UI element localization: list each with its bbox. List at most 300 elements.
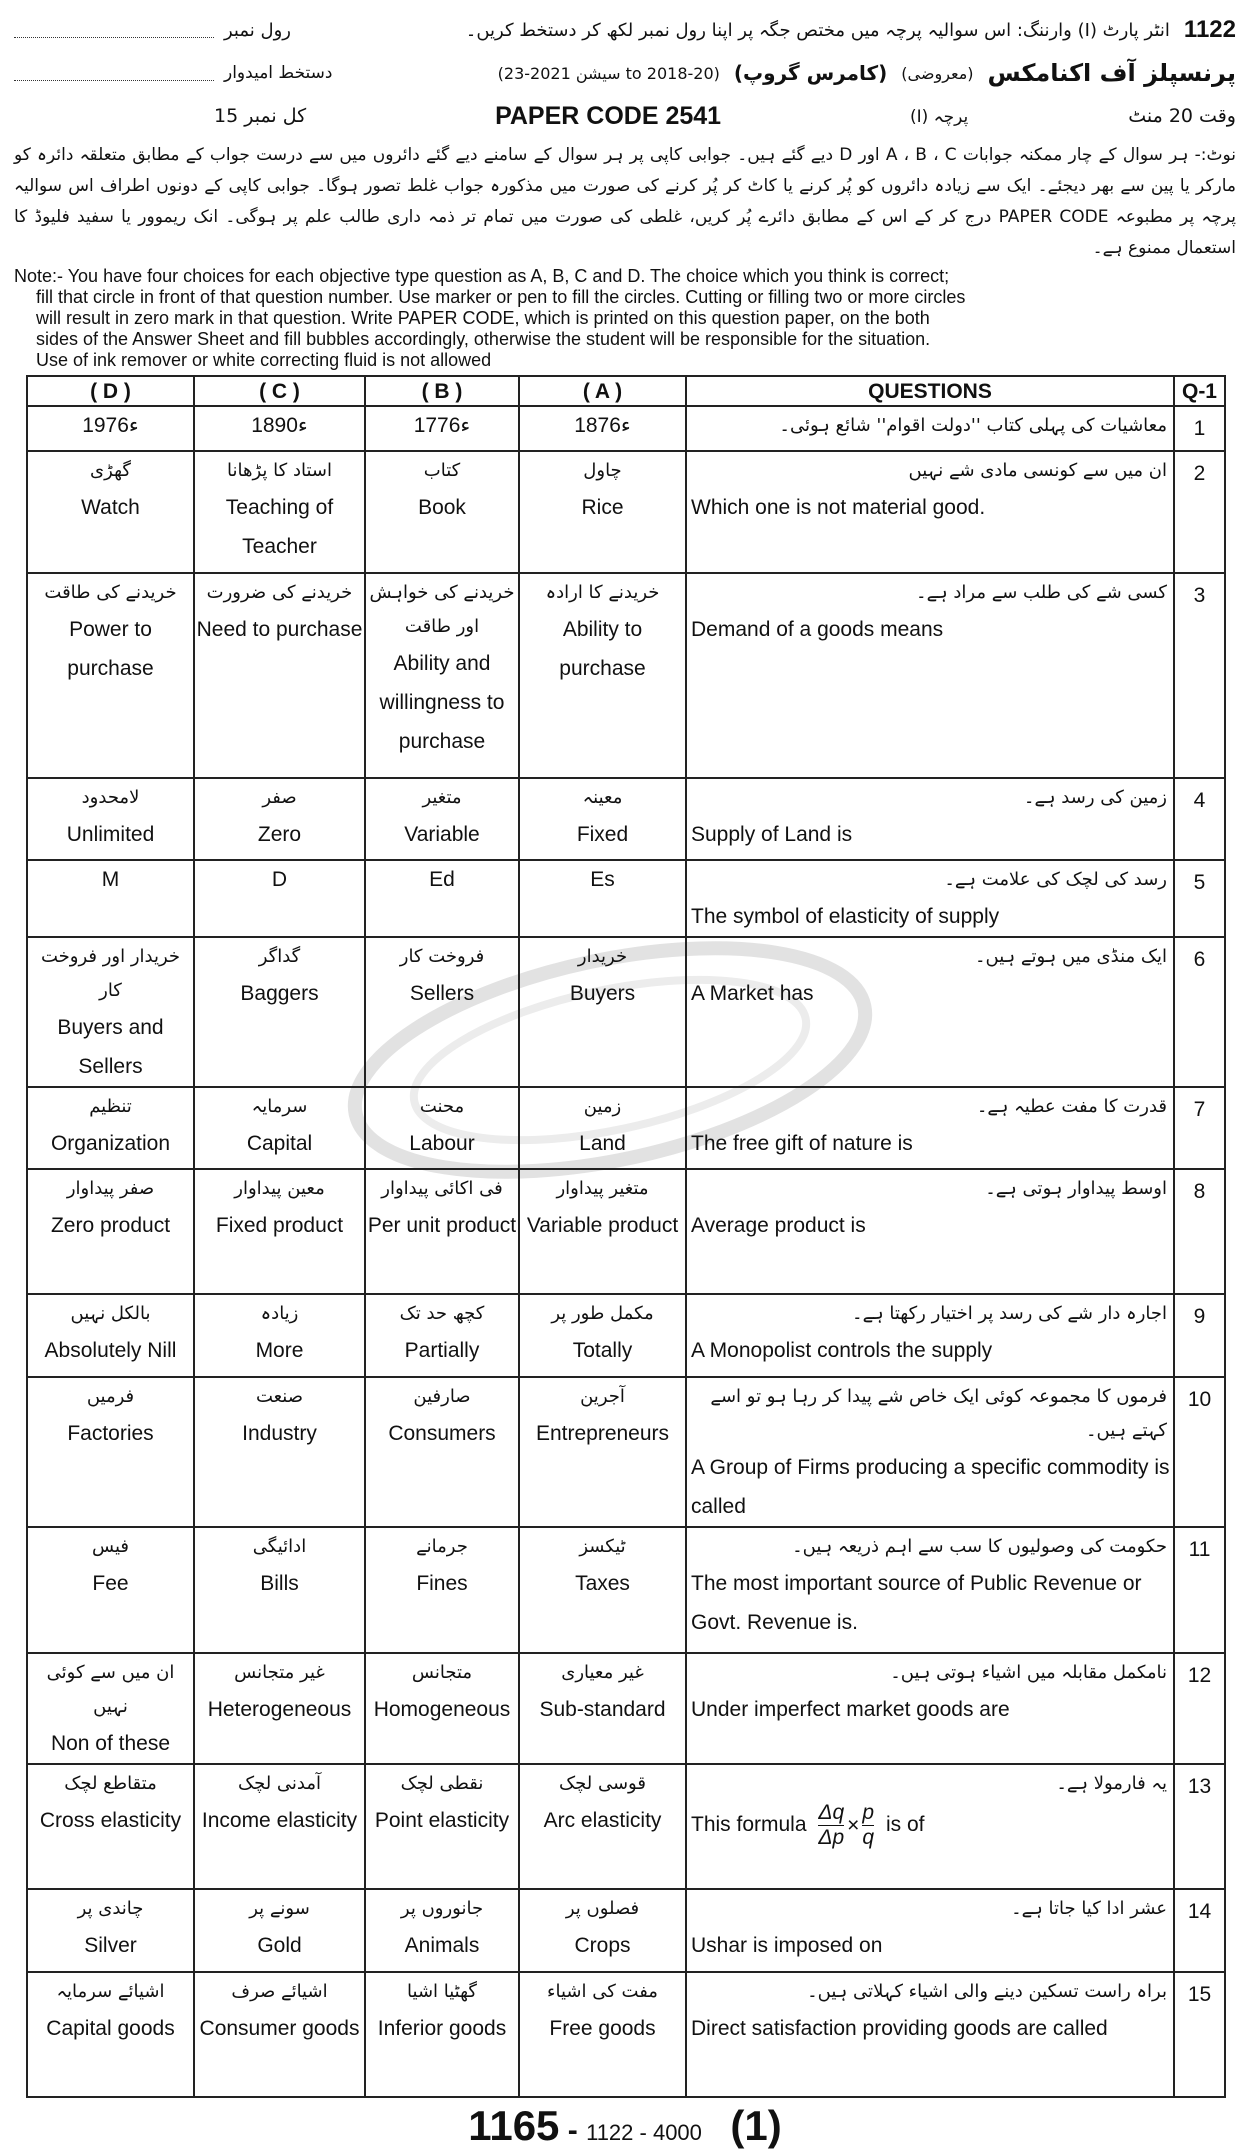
option-c: [194, 1889, 365, 1972]
note-en-5: Use of ink remover or white correcting fluid is not allowed: [36, 350, 492, 370]
option-c-english: Need to purchase: [196, 618, 363, 641]
time-group: [910, 105, 1236, 127]
option-d-urdu: گھڑی: [90, 460, 131, 481]
option-d-urdu: بالکل نہیں: [70, 1303, 151, 1324]
header-questions: QUESTIONS: [686, 376, 1174, 406]
note-english: [14, 266, 1236, 371]
question-number: [1174, 451, 1225, 573]
formula-num1: Δq: [818, 1801, 845, 1824]
footer-small: 1122 - 4000: [586, 2120, 702, 2145]
option-a-english: Free goods: [549, 2017, 656, 2040]
option-d: [27, 1653, 194, 1764]
question-number: [1174, 1169, 1225, 1294]
header-row-3: [14, 96, 1236, 136]
option-c: [194, 406, 365, 451]
code-left: 1122: [1183, 16, 1236, 43]
option-d-english: Factories: [67, 1422, 154, 1445]
question-number: [1174, 1653, 1225, 1764]
option-a: [519, 1972, 686, 2097]
option-b-english: Consumers: [388, 1422, 496, 1445]
option-b-english: Variable: [404, 823, 480, 846]
question-text: [686, 1377, 1174, 1527]
option-a: [519, 1764, 686, 1889]
footer-code: 1165: [468, 2102, 560, 2149]
option-d-english: Organization: [50, 1132, 171, 1155]
title-group: [498, 59, 1236, 87]
question-number-text: 13: [1187, 1775, 1212, 1798]
option-c: [194, 1169, 365, 1294]
option-d-urdu: خریدار اور فروخت کار: [40, 946, 181, 1001]
question-number: [1174, 1972, 1225, 2097]
option-c-urdu: زیادہ: [260, 1303, 299, 1324]
question-row: [27, 1527, 1225, 1653]
option-d-urdu: چاندی پر: [77, 1898, 144, 1919]
option-d: [27, 860, 194, 937]
formula-den1: Δp: [818, 1826, 845, 1849]
option-b-english: Ed: [429, 868, 455, 891]
question-number: [1174, 1764, 1225, 1889]
question-number-text: 15: [1187, 1983, 1212, 2006]
option-c: [194, 1653, 365, 1764]
question-english: The free gift of nature is: [691, 1132, 913, 1155]
option-b-english: 1776ء: [413, 414, 471, 437]
option-a-urdu: فصلوں پر: [565, 1898, 640, 1919]
question-text: [686, 406, 1174, 451]
signature-field[interactable]: [14, 80, 214, 81]
option-c-english: Gold: [257, 1934, 302, 1957]
option-c-urdu: صنعت: [255, 1386, 304, 1407]
question-text: [686, 778, 1174, 860]
option-c: [194, 937, 365, 1087]
option-a-urdu: مکمل طور پر: [551, 1303, 654, 1324]
question-text: [686, 1764, 1174, 1889]
question-english: Which one is not material good.: [691, 496, 986, 519]
option-a-english: Crops: [574, 1934, 631, 1957]
header-row-1: [14, 10, 1236, 50]
question-text: [686, 573, 1174, 778]
question-english: Direct satisfaction providing goods are called: [691, 2017, 1108, 2040]
option-c-urdu: گداگر: [258, 946, 301, 967]
question-text: [686, 1653, 1174, 1764]
option-b-english: Point elasticity: [374, 1809, 510, 1832]
option-c: [194, 573, 365, 778]
question-urdu: براہ راست تسکین دینے والی اشیاء کہلاتی ہیں۔: [807, 1981, 1167, 2002]
option-a: [519, 1377, 686, 1527]
header-qno: Q-1: [1174, 376, 1225, 406]
question-number-text: 9: [1193, 1305, 1206, 1328]
option-c-english: Bills: [260, 1572, 299, 1595]
option-d: [27, 1972, 194, 2097]
option-b-english: Partially: [404, 1339, 480, 1362]
roll-no-field[interactable]: [14, 37, 214, 38]
question-english-after: is of: [885, 1813, 925, 1837]
note-urdu-1: نوٹ:- ہر سوال کے چار ممکنہ جوابات A ، B ، C اور D دیے گئے ہیں۔ جوابی کاپی پر ہر سوال کے سامنے دیے گئے دائروں میں سے درست جواب کے مطابق متعلقہ دائرہ کو مارکر یا پین: [14, 145, 1236, 196]
option-d: [27, 406, 194, 451]
question-number-text: 3: [1193, 584, 1206, 607]
question-urdu: اوسط پیداوار ہوتی ہے۔: [985, 1178, 1167, 1199]
option-b-urdu: نقطی لچک: [400, 1773, 484, 1794]
paper-type: (معروضی): [901, 63, 974, 83]
option-a: [519, 1527, 686, 1653]
question-english: A Group of Firms producing a specific commodity is called: [691, 1456, 1170, 1518]
question-number-text: 14: [1187, 1900, 1212, 1923]
option-d-english: M: [101, 868, 120, 891]
question-english: The most important source of Public Revenue or Govt. Revenue is.: [691, 1572, 1142, 1634]
option-b-urdu: گھٹیا اشیا: [407, 1981, 477, 2002]
question-urdu: ایک منڈی میں ہوتے ہیں۔: [974, 946, 1167, 967]
question-urdu: قدرت کا مفت عطیہ ہے۔: [976, 1096, 1167, 1117]
note-urdu: [14, 140, 1236, 264]
question-english: Average product is: [691, 1214, 866, 1237]
option-b-urdu: جرمانے: [416, 1536, 468, 1557]
footer: [14, 2102, 1236, 2150]
question-row: [27, 1972, 1225, 2097]
question-text: [686, 860, 1174, 937]
question-text: [686, 1087, 1174, 1169]
option-c: [194, 1087, 365, 1169]
question-row: [27, 1294, 1225, 1377]
header-row-2: [14, 50, 1236, 96]
option-c-english: Teaching of Teacher: [225, 496, 334, 558]
option-d: [27, 1169, 194, 1294]
question-number: [1174, 406, 1225, 451]
formula: [818, 1801, 874, 1850]
question-number-text: 7: [1193, 1098, 1206, 1121]
option-d: [27, 1764, 194, 1889]
question-number: [1174, 1889, 1225, 1972]
formula-num2: p: [862, 1801, 875, 1824]
option-b: [365, 860, 519, 937]
option-b: [365, 778, 519, 860]
option-b: [365, 573, 519, 778]
option-d-english: Capital goods: [46, 2017, 175, 2040]
questions-table: [26, 375, 1226, 2098]
option-a: [519, 573, 686, 778]
question-row: [27, 937, 1225, 1087]
question-number: [1174, 1294, 1225, 1377]
header-c: ( C ): [194, 376, 365, 406]
option-a-urdu: آجرین: [580, 1386, 625, 1407]
option-b: [365, 1527, 519, 1653]
question-row: [27, 406, 1225, 451]
note-urdu-3: PAPER CODE درج کر کے اس کے مطابق دائرے پُر کریں، غلطی کی صورت میں تمام تر ذمہ داری طالب علم پر ہوگی۔ انک ریموور یا سفید فلیوڈ کا استعمال ممنوع ہے۔: [14, 207, 1236, 258]
question-english: The symbol of elasticity of supply: [691, 905, 1000, 928]
question-number-text: 11: [1188, 1538, 1211, 1561]
option-c: [194, 1972, 365, 2097]
signature-group: [14, 63, 332, 83]
question-text: [686, 1889, 1174, 1972]
option-a-english: Land: [579, 1132, 626, 1155]
option-c-urdu: خریدنے کی ضرورت: [206, 582, 353, 603]
option-c-urdu: سونے پر: [249, 1898, 310, 1919]
question-text: [686, 451, 1174, 573]
question-row: [27, 860, 1225, 937]
paper-label: پرچہ (I): [909, 106, 969, 127]
option-b-english: Fines: [416, 1572, 468, 1595]
option-d: [27, 778, 194, 860]
option-d-urdu: ان میں سے کوئی نہیں: [46, 1662, 175, 1717]
option-a-english: Fixed: [576, 823, 629, 846]
option-d: [27, 1889, 194, 1972]
option-a-english: Taxes: [575, 1572, 630, 1595]
option-a: [519, 406, 686, 451]
option-c-english: More: [255, 1339, 304, 1362]
page-number: (1): [730, 2102, 782, 2149]
option-c-english: 1890ء: [251, 414, 308, 437]
option-c: [194, 1527, 365, 1653]
question-number: [1174, 573, 1225, 778]
option-d-english: Silver: [84, 1934, 137, 1957]
note-urdu-2: سے بھر دیجئے۔ ایک سے زیادہ دائروں کو پُر کرنے یا کاٹ کر پُر کرنے کی صورت میں مذکورہ جواب غلط تصور ہوگا۔ جوابی کاپی کے دونوں اطراف اس سوالیہ پرچہ پر مطبوعہ: [14, 176, 1236, 227]
option-a-english: Totally: [572, 1339, 633, 1362]
question-urdu: معاشیات کی پہلی کتاب ''دولت اقوام'' شائع ہوئی۔: [779, 415, 1167, 436]
question-row: [27, 1169, 1225, 1294]
header-a: ( A ): [519, 376, 686, 406]
option-a: [519, 778, 686, 860]
option-c: [194, 451, 365, 573]
note-en-3: will result in zero mark in that question. Write PAPER CODE, which is printed on this question paper, on the both: [36, 308, 930, 328]
option-c: [194, 1764, 365, 1889]
question-text: [686, 1527, 1174, 1653]
option-b-english: Inferior goods: [377, 2017, 507, 2040]
option-b-english: Animals: [404, 1934, 480, 1957]
option-b: [365, 937, 519, 1087]
option-c-english: D: [271, 868, 288, 891]
option-b-urdu: صارفین: [413, 1386, 471, 1407]
option-a-urdu: ٹیکسز: [579, 1536, 626, 1557]
footer-sep: -: [559, 2114, 587, 2147]
option-b: [365, 1087, 519, 1169]
option-d-urdu: صفر پیداوار: [66, 1178, 155, 1199]
subject-title: پرنسپلز آف اکنامکس: [987, 59, 1236, 87]
option-b-urdu: کچھ حد تک: [399, 1303, 485, 1324]
question-english: A Market has: [691, 982, 814, 1005]
option-d-english: Watch: [81, 496, 140, 519]
question-number-text: 8: [1193, 1180, 1206, 1203]
question-row: [27, 1764, 1225, 1889]
option-a: [519, 1294, 686, 1377]
option-c-english: Consumer goods: [199, 2017, 360, 2040]
option-c-urdu: غیر متجانس: [234, 1662, 325, 1683]
option-b-urdu: متجانس: [411, 1662, 473, 1683]
option-b-urdu: فروخت کار: [399, 946, 485, 967]
question-number-text: 10: [1187, 1388, 1212, 1411]
question-urdu: کسی شے کی طلب سے مراد ہے۔: [916, 582, 1167, 603]
option-b-urdu: کتاب: [423, 460, 461, 481]
question-row: [27, 1377, 1225, 1527]
option-d: [27, 1087, 194, 1169]
option-c: [194, 778, 365, 860]
warning-text: انٹر پارٹ (I) وارننگ: اس سوالیہ پرچہ میں مختص جگہ پر اپنا رول نمبر لکھ کر دستخط کریں۔: [465, 19, 1170, 41]
question-text: [686, 1169, 1174, 1294]
option-a-urdu: غیر معیاری: [561, 1662, 644, 1683]
option-b: [365, 1764, 519, 1889]
time-label: وقت 20 منٹ: [1128, 105, 1236, 127]
question-urdu: یہ فارمولا ہے۔: [1056, 1773, 1167, 1794]
option-d-english: Cross elasticity: [39, 1809, 182, 1832]
option-a-urdu: معینہ: [582, 787, 623, 808]
option-c-urdu: سرمایہ: [251, 1096, 308, 1117]
question-row: [27, 573, 1225, 778]
option-a-urdu: مفت کی اشیاء: [547, 1981, 658, 2002]
question-english: A Monopolist controls the supply: [691, 1339, 993, 1362]
warning-group: [466, 16, 1236, 44]
option-d-english: 1976ء: [82, 414, 139, 437]
option-a-urdu: چاول: [583, 460, 622, 481]
question-urdu: فرموں کا مجموعہ کوئی ایک خاص شے پیدا کر رہا ہو تو اسے کہتے ہیں۔: [710, 1386, 1167, 1441]
note-en-1: Note:- You have four choices for each objective type question as A, B, C and D. The choice which you think is correct;: [14, 266, 950, 286]
question-text: [686, 937, 1174, 1087]
option-a-english: Rice: [581, 496, 624, 519]
option-a-urdu: زمین: [583, 1096, 622, 1117]
option-d-urdu: فیس: [92, 1536, 129, 1557]
question-number-text: 12: [1187, 1664, 1212, 1687]
roll-no-label: رول نمبر: [224, 19, 291, 41]
header-d: ( D ): [27, 376, 194, 406]
option-b-urdu: فی اکائی پیداوار: [381, 1178, 503, 1199]
option-d-urdu: متقاطع لچک: [64, 1773, 157, 1794]
question-number-text: 4: [1193, 789, 1206, 812]
question-number: [1174, 1087, 1225, 1169]
question-urdu: نامکمل مقابلہ میں اشیاء ہوتی ہیں۔: [890, 1662, 1167, 1683]
option-a: [519, 1889, 686, 1972]
question-row: [27, 1087, 1225, 1169]
option-d-urdu: فرمیں: [86, 1386, 135, 1407]
option-b: [365, 1889, 519, 1972]
option-b-english: Labour: [409, 1132, 475, 1155]
option-d-urdu: اشیائے سرمایہ: [56, 1981, 165, 2002]
option-c: [194, 1377, 365, 1527]
option-a-urdu: قوسی لچک: [559, 1773, 646, 1794]
option-c-english: Industry: [242, 1422, 317, 1445]
option-d-english: Power to purchase: [67, 618, 154, 680]
option-c-english: Heterogeneous: [207, 1698, 352, 1721]
option-d-english: Unlimited: [66, 823, 155, 846]
option-a: [519, 860, 686, 937]
question-row: [27, 1889, 1225, 1972]
question-number: [1174, 1527, 1225, 1653]
option-d: [27, 1294, 194, 1377]
option-a: [519, 451, 686, 573]
option-b: [365, 1377, 519, 1527]
group-label: (کامرس گروپ): [733, 61, 888, 85]
question-number: [1174, 860, 1225, 937]
option-b-english: Sellers: [409, 982, 475, 1005]
note-en-2: fill that circle in front of that question number. Use marker or pen to fill the circles. Cutting or filling two or more circles: [36, 287, 966, 307]
question-urdu: ان میں سے کونسی مادی شے نہیں: [908, 460, 1167, 481]
option-c: [194, 1294, 365, 1377]
question-number-text: 2: [1193, 462, 1206, 485]
option-c-urdu: ادائیگی: [252, 1536, 307, 1557]
option-b: [365, 1169, 519, 1294]
question-urdu: زمین کی رسد ہے۔: [1023, 787, 1167, 808]
option-a-english: Es: [590, 868, 615, 891]
option-a-urdu: متغیر پیداوار: [556, 1178, 649, 1199]
option-c-urdu: اشیائے صرف: [231, 1981, 328, 2002]
option-b: [365, 451, 519, 573]
option-d: [27, 451, 194, 573]
option-b-english: Per unit product: [367, 1214, 517, 1237]
option-a-english: Entrepreneurs: [535, 1422, 670, 1445]
option-b-urdu: متغیر: [422, 787, 462, 808]
question-number-text: 1: [1193, 417, 1206, 440]
option-a-english: 1876ء: [574, 414, 631, 437]
option-b-urdu: جانوروں پر: [400, 1898, 484, 1919]
option-a: [519, 1653, 686, 1764]
option-c-urdu: آمدنی لچک: [237, 1773, 322, 1794]
header-b: ( B ): [365, 376, 519, 406]
question-urdu: عشر ادا کیا جاتا ہے۔: [1011, 1898, 1167, 1919]
option-c-english: Zero: [257, 823, 302, 846]
question-number: [1174, 778, 1225, 860]
option-a: [519, 1169, 686, 1294]
note-en-4: sides of the Answer Sheet and fill bubbles accordingly, otherwise the student will be responsible for the situation.: [36, 329, 931, 349]
option-d: [27, 1377, 194, 1527]
option-a: [519, 937, 686, 1087]
option-b: [365, 1294, 519, 1377]
formula-den2: q: [862, 1826, 875, 1849]
question-number: [1174, 937, 1225, 1087]
option-b: [365, 1653, 519, 1764]
option-c-urdu: معین پیداوار: [234, 1178, 325, 1199]
option-a-english: Variable product: [526, 1214, 679, 1237]
option-d-english: Buyers and Sellers: [57, 1016, 164, 1078]
option-c-english: Capital: [246, 1132, 313, 1155]
question-english: Under imperfect market goods are: [691, 1698, 1010, 1721]
option-d-urdu: تنظیم: [89, 1096, 132, 1117]
option-c: [194, 860, 365, 937]
formula-times: ×: [847, 1814, 860, 1837]
option-b-english: Book: [418, 496, 466, 519]
question-urdu: اجارہ دار شے کی رسد پر اختیار رکھتا ہے۔: [852, 1303, 1167, 1324]
option-d: [27, 1527, 194, 1653]
question-row: [27, 1653, 1225, 1764]
paper-code: PAPER CODE 2541: [495, 101, 722, 130]
question-english: Supply of Land is: [691, 823, 853, 846]
session: (سیشن 2021-23 to 2018-20): [497, 63, 720, 83]
option-d-english: Absolutely Nill: [44, 1339, 177, 1362]
option-d: [27, 937, 194, 1087]
option-a-english: Buyers: [569, 982, 636, 1005]
question-number: [1174, 1377, 1225, 1527]
question-urdu: حکومت کی وصولیوں کا سب سے اہم ذریعہ ہیں۔: [792, 1536, 1167, 1557]
option-a-urdu: خریدار: [577, 946, 628, 967]
option-c-english: Income elasticity: [201, 1809, 358, 1832]
option-b: [365, 1972, 519, 2097]
option-d-urdu: لامحدود: [81, 787, 140, 808]
option-c-english: Fixed product: [215, 1214, 344, 1237]
question-row: [27, 451, 1225, 573]
roll-no-group: [14, 20, 291, 41]
option-a: [519, 1087, 686, 1169]
option-b: [365, 406, 519, 451]
question-english: This formula: [691, 1813, 807, 1837]
question-text: [686, 1294, 1174, 1377]
option-b-english: Homogeneous: [373, 1698, 511, 1721]
signature-label: دستخط امیدوار: [224, 63, 333, 83]
question-text: [686, 1972, 1174, 2097]
option-a-english: Ability to purchase: [559, 618, 646, 680]
total-marks: کل نمبر 15: [214, 105, 307, 127]
question-number-text: 5: [1193, 871, 1206, 894]
option-b-urdu: خریدنے کی خواہش اور طاقت: [369, 582, 515, 637]
option-b-english: Ability and willingness to purchase: [379, 652, 505, 753]
option-d-english: Fee: [92, 1572, 129, 1595]
option-a-english: Arc elasticity: [543, 1809, 662, 1832]
question-urdu: رسد کی لچک کی علامت ہے۔: [944, 869, 1167, 890]
option-d: [27, 573, 194, 778]
option-c-urdu: استاد کا پڑھانا: [227, 460, 332, 481]
